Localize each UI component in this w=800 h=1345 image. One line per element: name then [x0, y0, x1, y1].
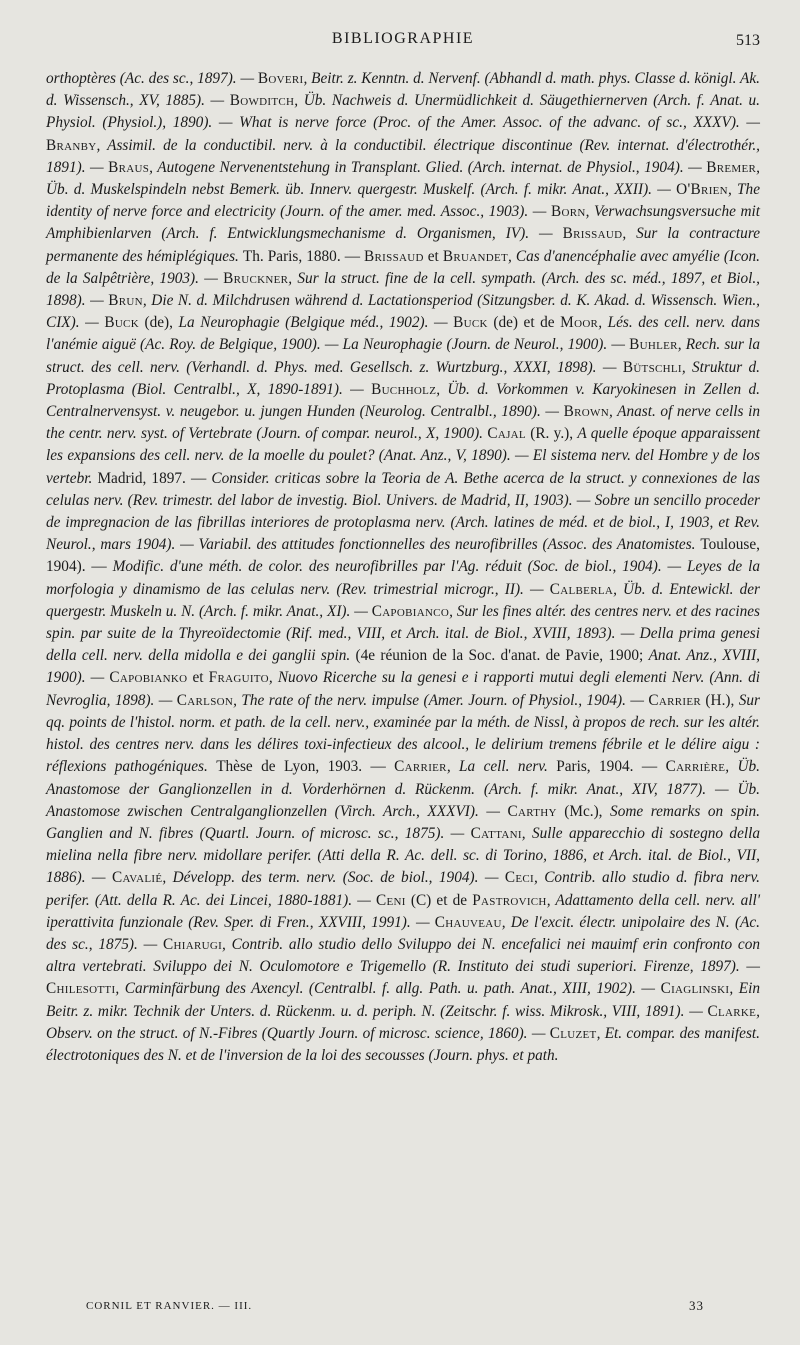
author-name: Bruandet	[442, 247, 508, 265]
citation-text: , Contrib. allo studio dello Sviluppo dei N. encefalici nei mauimf erin confronto con altra vertebrati. Sviluppo dei N. Oculomotore e Trigemello (R. Instituto dei studi superiori. Firenze, 1897). —	[46, 935, 760, 976]
citation-text: , The rate of the nerv. impulse (Amer. Journ. of Physiol., 1904). —	[233, 691, 649, 709]
citation-text: , Assimil. de la conductibil. nerv. à la conductibil. électrique discontinue (Rev. internat. d'électrothér., 1891). —	[46, 136, 760, 176]
citation-text: , Sur la contracture permanente des hémiplégiques.	[46, 225, 760, 265]
author-name: Capobianco	[371, 602, 450, 620]
author-name: Cattani	[470, 824, 522, 842]
author-name: Bremer	[706, 158, 757, 176]
author-name: Brissaud	[364, 247, 424, 265]
author-name: Bruckner	[223, 269, 289, 287]
author-name: Carrière	[665, 758, 726, 776]
citation-text: Modific. d'une méth. de color. des neurofibrilles par l'Ag. réduit (Soc. de biol., 1904). — Leyes de la morfologia y dinamismo de las celulas nerv. (Rev. trimestrial microgr., II). —	[46, 558, 761, 598]
author-name: Bütschli	[622, 358, 682, 376]
citation-plain-text: (de),	[138, 314, 179, 332]
citation-text: , Die N. d. Milchdrusen während d. Lactationsperiod (Sitzungsber. d. K. Akad. d. Wissensch. Wien., CIX). —	[46, 292, 760, 332]
citation-plain-text: et	[187, 669, 209, 687]
author-name: Chiarugi	[162, 935, 223, 953]
author-name: Buchholz	[371, 380, 437, 398]
author-name: O'Brien	[676, 181, 728, 199]
citation-text: , Üb. d. Vorkommen v. Karyokinesen in Zellen d. Centralnervensyst. v. neugebor. u. jungen Hunden (Neurolog. Centralbl., 1890). —	[46, 380, 760, 421]
author-name: Carrier	[394, 758, 447, 776]
citation-text: Consider. criticas sobre la Teoria de A. Bethe acerca de la struct. y connexiones de las celulas nerv. (Rev. trimestr. del labor de investig. Biol. Univers. de Madrid, II, 1903). — Sobre un sencillo proceder de impregnacion de las fibrillas interiores de protoplasma nerv. (Arch. latines de méd. et de biol., I, 1903, et Rev. Neurol., mars 1904). — Variabil. des attitudes fonctionnelles des neurofibrilles (Assoc. des Anatomistes.	[46, 469, 760, 554]
citation-text: , Développ. des term. nerv. (Soc. de biol., 1904). —	[162, 869, 505, 887]
citation-text: , Ein Beitr. z. mikr. Technik der Unters. d. Rückenm. u. d. periph. N. (Zeitschr. f. wiss. Mikrosk., VIII, 1891). —	[46, 980, 760, 1020]
citation-text: , Cas d'anencéphalie avec amyélie (Icon. de la Salpêtrière, 1903). —	[46, 247, 760, 287]
author-name: Cluzet	[549, 1024, 597, 1042]
author-name: Chilesotti	[46, 980, 116, 998]
citation-text: , Observ. on the struct. of N.-Fibres (Quartly Journ. of microsc. science, 1860). —	[46, 1002, 760, 1042]
citation-text: Some remarks on spin. Ganglien and N. fibres (Quartl. Journ. of microsc. sc., 1875). —	[46, 802, 760, 842]
author-name: Cajal	[487, 425, 526, 443]
citation-text: , Verwachsungsversuche mit Amphibienlarven (Arch. f. Entwicklungsmechanisme d. Organismen, IV). —	[46, 203, 760, 243]
citation-plain-text: (C) et de	[405, 891, 473, 909]
citation-plain-text: Toulouse, 1904). —	[46, 536, 760, 576]
page-number: 513	[736, 32, 760, 49]
citation-plain-text: (4e réunion de la Soc. d'anat. de Pavie, 1900;	[355, 647, 649, 665]
author-name: Brun	[108, 292, 143, 310]
author-name: Buck	[453, 314, 488, 332]
citation-text: orthoptères (Ac. des sc., 1897). —	[46, 70, 258, 87]
author-name: Cavalié	[111, 869, 163, 887]
citation-text: , Sur la struct. fine de la cell. sympath. (Arch. des sc. méd., 1897, et Biol., 1898). —	[46, 269, 761, 310]
citation-text: , Autogene Nervenentstehung in Transplant. Glied. (Arch. internat. de Physiol., 1904). —	[149, 158, 707, 176]
footer-signature: CORNIL ET RANVIER. — III.	[86, 1300, 253, 1312]
citation-plain-text: (H.),	[701, 691, 739, 709]
author-name: Buck	[104, 314, 139, 332]
citation-text: , La cell. nerv.	[446, 758, 557, 776]
citation-text: , Adattamento della cell. nerv. all' iperattivita funzionale (Rev. Sper. di Fren., XXVIII, 1991). —	[46, 891, 760, 931]
author-name: Braus	[108, 158, 150, 176]
author-name: Clarke	[707, 1002, 757, 1020]
citation-text: A quelle époque apparaissent les expansions des cell. nerv. de la moelle du poulet? (Anat. Anz., V, 1890). — El sistema nerv. del Hombre y de los vertebr.	[46, 425, 760, 487]
citation-plain-text: (R. y.),	[525, 425, 578, 443]
citation-text: Sur qq. points de l'histol. norm. et path. de la cell. nerv., examinée par la méth. de Nissl, à propos de rech. sur les altér. histol. des centres nerv. dans les délires toxi-infectieux des alcool., le delirium tremens fébrile et le délire aigu : réflexions pathogéniques.	[46, 691, 760, 776]
author-name: Carlson	[176, 691, 234, 709]
citation-plain-text: et	[423, 247, 443, 265]
citation-text: , Üb. Nachweis d. Unermüdlichkeit d. Säugethiernerven (Arch. f. Anat. u. Physiol. (Physiol.), 1890). — What is nerve force (Proc. of the Amer. Assoc. of the advanc. of sc., XXXV). —	[46, 92, 761, 132]
author-name: Ceni	[375, 891, 406, 909]
citation-text: , Carminfärbung des Axencyl. (Centralbl. f. allg. Path. u. path. Anat., XIII, 1902). —	[115, 980, 661, 998]
page-footer	[86, 1300, 704, 1320]
citation-plain-text: Th. Paris, 1880. —	[242, 247, 365, 265]
author-name: Moor	[560, 314, 599, 332]
author-name: Bowditch	[229, 92, 295, 110]
citation-plain-text: Madrid, 1897. —	[97, 469, 212, 487]
citation-text: , Et. compar. des manifest. électrotoniques des N. et de l'inversion de la loi des secousses (Journ. phys. et path.	[46, 1024, 760, 1064]
citation-text: , Sur les fines altér. des centres nerv. et des racines spin. par suite de la Thyreoïdectomie (Rif. med., VIII, et Arch. ital. de Biol., XVIII, 1893). — Della prima genesi della cell. nerv. della midolla e dei ganglii spin.	[46, 602, 760, 665]
author-name: Chauveau	[434, 913, 502, 931]
author-name: Ciaglinski	[660, 980, 730, 998]
author-name: Brown	[563, 403, 609, 421]
author-name: Brissaud	[562, 225, 623, 243]
author-name: Branby	[46, 136, 97, 154]
citation-text: La Neurophagie (Belgique méd., 1902). —	[178, 314, 454, 332]
running-title: BIBLIOGRAPHIE	[331, 30, 475, 47]
citation-plain-text: Thèse de Lyon, 1903. —	[216, 758, 395, 776]
author-name: Born	[550, 203, 586, 221]
citation-text: , De l'excit. électr. unipolaire des N. (Ac. des sc., 1875). —	[46, 913, 761, 953]
citation-text: , Beitr. z. Kenntn. d. Nervenf. (Abhandl d. math. phys. Classe d. königl. Ak. d. Wissensch., XV, 1885). —	[46, 70, 760, 110]
citation-text: , Üb. Anastomose der Ganglionzellen in d. Vorderhörnen d. Rückenm. (Arch. f. mikr. Anat., XIV, 1877). — Üb. Anastomose zwischen Centralganglionzellen (Virch. Arch., XXXVI). —	[46, 758, 760, 820]
citation-text: , The identity of nerve force and electricity (Journ. of the amer. med. Assoc., 1903). —	[46, 181, 760, 221]
citation-text: , Contrib. allo studio d. fibra nerv. perifer. (Att. della R. Ac. dei Lincei, 1880-1881). —	[46, 869, 760, 909]
author-name: Fraguito	[208, 669, 269, 687]
author-name: Buhler	[629, 336, 678, 354]
author-name: Carrier	[648, 691, 702, 709]
citation-plain-text: (de) et de	[487, 314, 561, 332]
citation-text: , Rech. sur la struct. des cell. nerv. (Verhandl. d. Phys. med. Gesellsch. z. Wurtzburg., XXXI, 1898). —	[46, 336, 760, 376]
author-name: Capobianko	[109, 669, 188, 687]
citation-text: , Lés. des cell. nerv. dans l'anémie aiguë (Ac. Roy. de Belgique, 1900). — La Neurophagie (Journ. de Neurol., 1900). —	[46, 314, 761, 354]
citation-text: , Anast. of nerve cells in the centr. nerv. syst. of Vertebrate (Journ. of compar. neurol., X, 1900).	[46, 403, 760, 443]
footer-sheet-number: 33	[689, 1298, 704, 1313]
citation-text: , Üb. d. Muskelspindeln nebst Bemerk. üb. Innerv. quergestr. Muskelf. (Arch. f. mikr. Anat., XXII). —	[46, 158, 760, 199]
citation-text: , Struktur d. Protoplasma (Biol. Centralbl., X, 1890-1891). —	[46, 358, 761, 398]
citation-text: , Sulle apparecchio di sostegno della mielina nella fibre nerv. midollare perifer. (Atti della R. Ac. dell. sc. di Torino, 1886, et Arch. ital. de Biol., VII, 1886). —	[46, 824, 761, 887]
citation-text: , Nuovo Ricerche su la genesi e i rapporti mutui degli elementi Nerv. (Ann. di Nevroglia, 1898). —	[46, 669, 760, 709]
author-name: Boveri	[257, 70, 304, 87]
citation-plain-text: Paris, 1904. —	[556, 758, 666, 776]
citation-text: , Üb. d. Entewickl. der quergestr. Muskeln u. N. (Arch. f. mikr. Anat., XI). —	[46, 580, 760, 620]
bibliography-text	[46, 68, 760, 1067]
author-name: Calberla	[549, 580, 614, 598]
author-name: Pastrovich	[472, 891, 547, 909]
author-name: Ceci	[504, 869, 534, 887]
citation-plain-text: (Mc.),	[556, 802, 611, 820]
running-head	[46, 30, 760, 60]
author-name: Carthy	[507, 802, 557, 820]
citation-text: Anat. Anz., XVIII, 1900). —	[46, 647, 760, 687]
